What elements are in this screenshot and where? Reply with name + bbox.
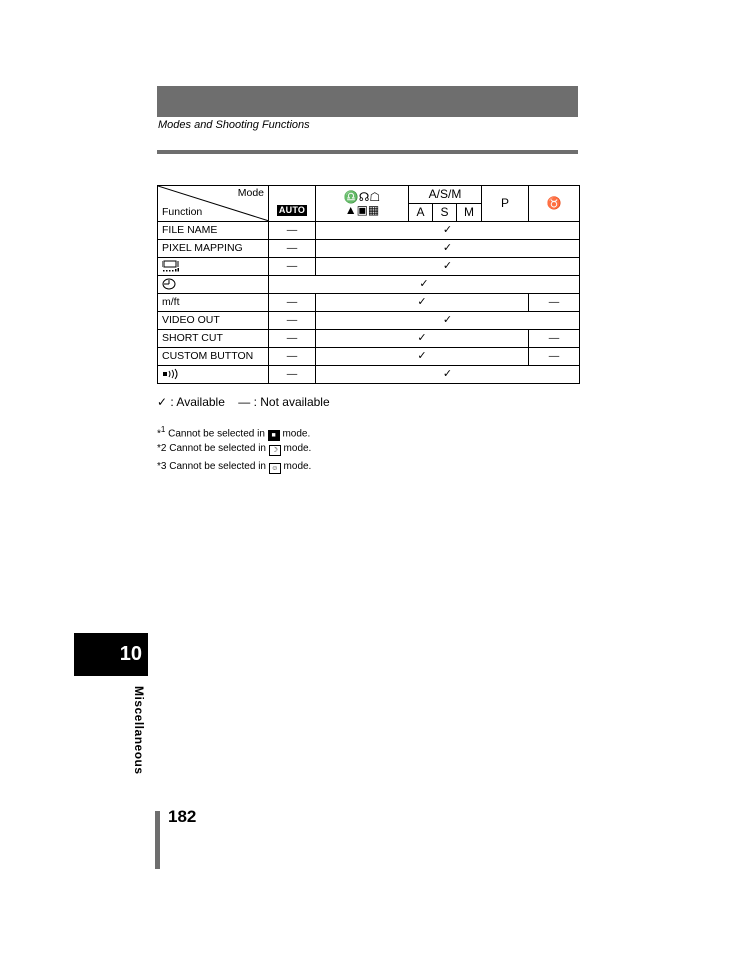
auto-cell: — xyxy=(269,312,316,330)
footnote-2 xyxy=(157,443,311,456)
table-corner-cell xyxy=(158,186,269,222)
function-cell: SHORT CUT xyxy=(158,330,269,348)
auto-cell: — xyxy=(269,348,316,366)
table-row xyxy=(158,330,580,348)
a-header: A xyxy=(409,204,433,222)
table-row xyxy=(158,222,580,240)
footnote-number: 2 xyxy=(160,443,167,454)
movie-cell: — xyxy=(529,294,580,312)
self-portrait-icon: ☺ xyxy=(269,463,281,474)
chapter-name: Miscellaneous xyxy=(132,686,146,775)
available-cell: ✓ xyxy=(316,240,580,258)
available-cell: ✓ xyxy=(316,348,529,366)
page-subtitle: Modes and Shooting Functions xyxy=(158,119,310,131)
clock-icon xyxy=(162,278,176,290)
available-cell: ✓ xyxy=(316,258,580,276)
available-text: : Available xyxy=(170,395,225,409)
legend xyxy=(157,395,330,409)
corner-mode-label: Mode xyxy=(237,187,264,199)
movie-header xyxy=(529,186,580,222)
auto-mode-icon: AUTO xyxy=(278,205,306,215)
footnote-mark: * xyxy=(157,461,161,472)
auto-cell: — xyxy=(269,330,316,348)
function-cell: m/ft xyxy=(158,294,269,312)
not-available-text: : Not available xyxy=(253,395,330,409)
page-number-bar xyxy=(155,811,160,869)
available-mark: ✓ xyxy=(157,395,168,409)
function-cell: PIXEL MAPPING xyxy=(158,240,269,258)
page-number: 182 xyxy=(168,807,197,826)
footnote-text: Cannot be selected in xyxy=(169,443,266,454)
footnote-number: 3 xyxy=(160,461,167,472)
footnote-3 xyxy=(157,461,311,474)
movie-cell: — xyxy=(529,330,580,348)
mode-function-table xyxy=(157,185,580,384)
footnote-suffix: mode. xyxy=(283,443,312,454)
function-cell xyxy=(158,276,269,294)
auto-cell: — xyxy=(269,222,316,240)
table-row xyxy=(158,312,580,330)
p-header: P xyxy=(482,186,529,222)
monitor-brightness-icon xyxy=(162,260,180,272)
s-header: S xyxy=(433,204,457,222)
corner-function-label: Function xyxy=(162,206,203,218)
function-cell: FILE NAME xyxy=(158,222,269,240)
footnote-mark: * xyxy=(157,443,161,454)
table-row xyxy=(158,366,580,384)
scene-icons-top: ♎☊☖ xyxy=(343,189,381,204)
available-cell: ✓ xyxy=(316,294,529,312)
table-row xyxy=(158,240,580,258)
footnote-mark: * xyxy=(157,428,161,440)
available-cell: ✓ xyxy=(316,312,580,330)
scene-header xyxy=(316,186,409,222)
footnote-text: Cannot be selected in xyxy=(168,428,265,440)
function-cell xyxy=(158,258,269,276)
asm-header: A/S/M xyxy=(409,186,482,204)
m-header: M xyxy=(457,204,482,222)
table-row xyxy=(158,294,580,312)
available-cell: ✓ xyxy=(316,222,580,240)
header-bar xyxy=(157,86,578,117)
auto-cell: — xyxy=(269,294,316,312)
movie-mode-icon: ♉ xyxy=(546,195,562,210)
footnote-suffix: mode. xyxy=(283,461,312,472)
scene-mode-icon: ■ xyxy=(268,430,280,441)
chapter-number-tab: 10 xyxy=(74,633,148,676)
footnote-suffix: mode. xyxy=(282,428,311,440)
table-row xyxy=(158,348,580,366)
section-rule xyxy=(157,150,578,154)
footnote-number: 1 xyxy=(160,425,166,434)
movie-cell: — xyxy=(529,348,580,366)
table-row xyxy=(158,258,580,276)
available-cell: ✓ xyxy=(316,366,580,384)
auto-cell: — xyxy=(269,366,316,384)
auto-cell: — xyxy=(269,240,316,258)
beep-icon xyxy=(162,368,180,380)
night-scene-icon: ☽ xyxy=(269,445,281,456)
auto-cell: — xyxy=(269,258,316,276)
function-cell: VIDEO OUT xyxy=(158,312,269,330)
footnote-text: Cannot be selected in xyxy=(169,461,266,472)
auto-header xyxy=(269,186,316,222)
available-cell: ✓ xyxy=(269,276,580,294)
not-available-mark: — xyxy=(238,395,251,409)
function-cell xyxy=(158,366,269,384)
footnote-1 xyxy=(157,425,310,441)
scene-icons-bottom: ▲▣▦ xyxy=(344,202,380,217)
available-cell: ✓ xyxy=(316,330,529,348)
table-row xyxy=(158,276,580,294)
function-cell: CUSTOM BUTTON xyxy=(158,348,269,366)
